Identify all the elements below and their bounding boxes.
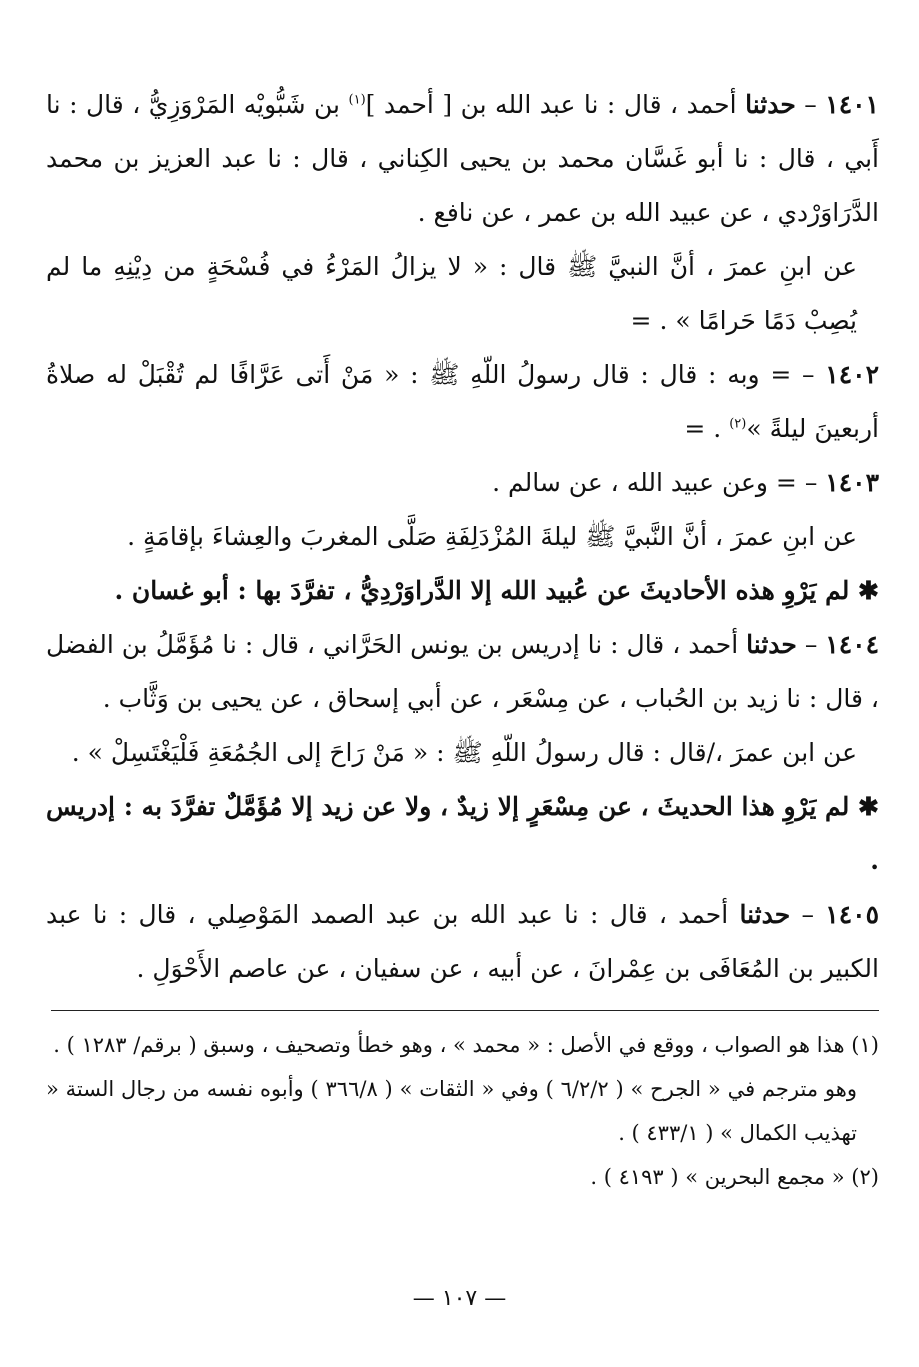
footnote-ref: (٢) bbox=[729, 416, 747, 432]
footnote-1-continued: وهو مترجم في « الجرح » ( ٦/٢/٢ ) وفي « الثقات » ( ٣٦٦/٨ ) وأبوه نفسه من رجال الستة « تهذيب الكمال » ( ٤٣٣/١ ) . bbox=[46, 1077, 857, 1145]
dash: – bbox=[796, 468, 826, 497]
hadith-1403 bbox=[46, 456, 879, 510]
hadithna-label: حدثنا bbox=[739, 900, 791, 929]
isnad-text: أحمد ، قال : نا عبد الله بن عبد الصمد المَوْصِلي ، قال : نا عبد الكبير بن المُعَافَى بن عِمْرانَ ، عن أبيه ، عن سفيان ، عن عاصم الأَحْوَلِ . bbox=[46, 900, 879, 983]
hadith-1405 bbox=[46, 888, 879, 996]
note-text: لم يَرْوِ هذا الحديثَ ، عن مِسْعَرٍ إلا زيدٌ ، ولا عن زيد إلا مُؤَمَّلٌ تفرَّدَ به : إدريس . bbox=[46, 792, 879, 875]
star-icon: ✱ bbox=[858, 576, 879, 605]
footnote-1: (١) هذا هو الصواب ، ووقع في الأصل : « محمد » ، وهو خطأ وتصحيف ، وسبق ( برقم/ ١٢٨٣ ) . bbox=[53, 1033, 879, 1057]
isnad-text: أحمد ، قال : نا إدريس بن يونس الحَرَّاني ، قال : نا مُؤَمَّلُ بن الفضل ، قال : نا زيد بن الحُباب ، عن مِسْعَر ، عن أبي إسحاق ، عن يحيى بن وَثَّاب . bbox=[46, 630, 879, 713]
hadith-number: ١٤٠١ bbox=[825, 90, 879, 119]
matn-text: عن ابن عمرَ ،/قال : قال رسولُ اللّهِ ﷺ : « مَنْ رَاحَ إلى الجُمُعَةِ فَلْيَغْتَسِلْ » . bbox=[71, 738, 857, 767]
hadith-number: ١٤٠٣ bbox=[825, 468, 879, 497]
dash: – bbox=[790, 900, 826, 929]
footnote-2: (٢) « مجمع البحرين » ( ٤١٩٣ ) . bbox=[590, 1165, 879, 1189]
isnad-text: أحمد ، قال : نا عبد الله بن [ أحمد ] bbox=[365, 90, 746, 119]
star-icon: ✱ bbox=[858, 792, 879, 821]
hadith-section bbox=[46, 78, 879, 996]
hadith-1404 bbox=[46, 618, 879, 726]
dash: – bbox=[791, 360, 826, 389]
footnote-ref: (١) bbox=[348, 92, 366, 108]
hadith-number: ١٤٠٤ bbox=[825, 630, 879, 659]
isnad-text: = وعن عبيد الله ، عن سالم . bbox=[492, 468, 797, 497]
hadith-1402 bbox=[46, 348, 879, 456]
dash: – bbox=[796, 630, 826, 659]
hadith-1401 bbox=[46, 78, 879, 240]
hadith-number: ١٤٠٢ bbox=[825, 360, 879, 389]
page-number: — ١٠٧ — bbox=[412, 1286, 507, 1311]
isnad-text: بن شَبُّويْه المَرْوَزِيُّ ، قال : نا أَبي ، قال : نا أبو غَسَّان محمد بن يحيى الكِناني ، قال : نا عبد العزيز بن محمد الدَّرَاوَرْدي ، عن عبيد الله بن عمر ، عن نافع . bbox=[46, 90, 879, 227]
footnote-divider bbox=[51, 1010, 879, 1011]
matn-text: = وبه : قال : قال رسولُ اللّهِ ﷺ : « مَنْ أَتى عَرَّافًا لم تُقْبَلْ له صلاةُ أربعينَ ليلةً » bbox=[46, 360, 879, 443]
editor-note bbox=[46, 780, 879, 888]
editor-note bbox=[46, 564, 879, 618]
hadith-number: ١٤٠٥ bbox=[825, 900, 879, 929]
footnotes bbox=[46, 1023, 879, 1199]
matn-text: عن ابنِ عمرَ ، أنَّ النبيَّ ﷺ قال : « لا يزالُ المَرْءُ في فُسْحَةٍ من دِيْنِهِ ما لم يُصِبْ دَمًا حَرامًا » . = bbox=[46, 252, 857, 335]
dash: – bbox=[795, 90, 826, 119]
hadithna-label: حدثنا bbox=[745, 90, 796, 119]
hadithna-label: حدثنا bbox=[746, 630, 797, 659]
matn-end: . = bbox=[684, 414, 722, 443]
note-text: لم يَرْوِ هذه الأحاديثَ عن عُبيد الله إلا الدَّراوَرْدِيُّ ، تفرَّدَ بها : أبو غسان . bbox=[114, 576, 859, 605]
matn-text: عن ابنِ عمرَ ، أنَّ النَّبيَّ ﷺ ليلةَ المُزْدَلِفَةِ صَلَّى المغربَ والعِشاءَ بإقامَةٍ . bbox=[127, 522, 857, 551]
